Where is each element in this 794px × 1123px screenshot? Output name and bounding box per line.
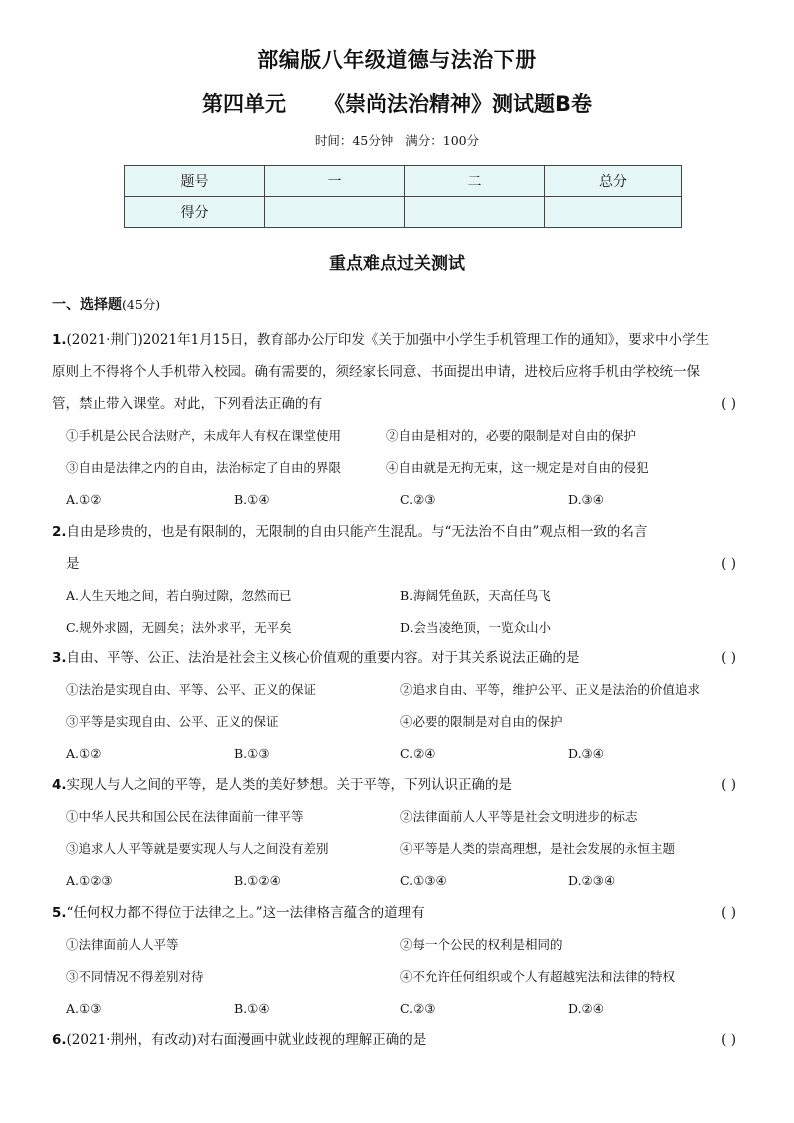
question-3 [52, 642, 740, 770]
option-b[interactable]: B.①③ [234, 746, 270, 761]
question-number: 4. [52, 777, 67, 793]
question-text: (2021·荆门)2021年1月15日，教育部办公厅印发《关于加强中小学生手机管理工作的通知》，要求中小学生 [66, 332, 710, 348]
option-a[interactable]: A.①② [66, 746, 102, 761]
question-text: (2021·荆州，有改动)对右面漫画中就业歧视的理解正确的是 [66, 1032, 427, 1048]
option-b[interactable]: B.海阔凭鱼跃，天高任鸟飞 [400, 588, 551, 603]
question-number: 6. [52, 1032, 67, 1048]
question-1 [52, 324, 740, 516]
option-b[interactable]: B.①④ [234, 492, 270, 507]
answer-blank[interactable]: ( ) [721, 1032, 736, 1048]
answer-blank[interactable]: ( ) [721, 777, 736, 793]
question-number: 5. [52, 905, 67, 921]
question-text: 原则上不得将个人手机带入校园。确有需要的，须经家长同意、书面提出申请，进校后应将手机由学校统一保 [52, 364, 700, 380]
test-title: 《崇尚法治精神》测试题B卷 [323, 92, 592, 116]
statement: ④平等是人类的崇高理想，是社会发展的永恒主题 [400, 841, 676, 856]
option-a[interactable]: A.①② [66, 492, 102, 507]
unit-label: 第四单元 [201, 92, 286, 116]
question-4 [52, 769, 740, 897]
question-number: 1. [52, 332, 67, 348]
part-points: (45分) [122, 297, 161, 312]
statement: ①法律面前人人平等 [66, 937, 179, 952]
option-c[interactable]: C.②③ [400, 1001, 436, 1016]
option-c[interactable]: C.规外求圆，无圆矣；法外求平，无平矣 [66, 620, 292, 635]
option-d[interactable]: D.③④ [568, 746, 604, 761]
section-title: 重点难点过关测试 [329, 254, 465, 274]
option-c[interactable]: C.②④ [400, 746, 436, 761]
question-text: 自由、平等、公正、法治是社会主义核心价值观的重要内容。对于其关系说法正确的是 [66, 650, 580, 666]
question-6 [52, 1024, 740, 1056]
score-cell: 总分 [545, 166, 682, 197]
score-table-score-row [125, 197, 682, 228]
score-cell: 一 [265, 166, 405, 197]
exam-meta [0, 131, 794, 149]
question-5 [52, 897, 740, 1025]
answer-blank[interactable]: ( ) [721, 556, 736, 572]
statement: ①法治是实现自由、平等、公平、正义的保证 [66, 682, 317, 697]
question-text: 自由是珍贵的，也是有限制的，无限制的自由只能产生混乱。与“无法治不自由”观点相一致的名言 [66, 524, 648, 540]
statement: ②自由是相对的，必要的限制是对自由的保护 [386, 428, 637, 443]
question-number: 2. [52, 524, 67, 540]
statement: ③不同情况不得差别对待 [66, 969, 204, 984]
option-a[interactable]: A.①③ [66, 1001, 102, 1016]
score-table [124, 165, 682, 228]
statement: ②法律面前人人平等是社会文明进步的标志 [400, 809, 638, 824]
question-text: 实现人与人之间的平等，是人类的美好梦想。关于平等，下列认识正确的是 [66, 777, 513, 793]
exam-full-score: 满分：100分 [405, 133, 480, 148]
statement: ③自由是法律之内的自由，法治标定了自由的界限 [66, 460, 342, 475]
option-d[interactable]: D.②④ [568, 1001, 604, 1016]
score-input-cell[interactable] [405, 197, 545, 228]
option-d[interactable]: D.会当凌绝顶，一览众山小 [400, 620, 552, 635]
document-title: 部编版八年级道德与法治下册 [257, 48, 537, 72]
option-a[interactable]: A.人生天地之间，若白驹过隙，忽然而已 [66, 588, 292, 603]
question-number: 3. [52, 650, 67, 666]
score-input-cell[interactable] [545, 197, 682, 228]
option-c[interactable]: C.①③④ [400, 873, 447, 888]
score-cell: 题号 [125, 166, 265, 197]
option-b[interactable]: B.①④ [234, 1001, 270, 1016]
option-a[interactable]: A.①②③ [66, 873, 113, 888]
score-cell: 得分 [125, 197, 265, 228]
question-2 [52, 516, 740, 644]
question-text: 管，禁止带入课堂。对此，下列看法正确的有 [52, 396, 322, 412]
part-heading [52, 294, 160, 314]
score-cell: 二 [405, 166, 545, 197]
statement: ④自由就是无拘无束，这一规定是对自由的侵犯 [386, 460, 649, 475]
score-table-header-row [125, 166, 682, 197]
statement: ①中华人民共和国公民在法律面前一律平等 [66, 809, 304, 824]
statement: ②追求自由、平等，维护公平、正义是法治的价值追求 [400, 682, 701, 697]
part-label: 一、选择题 [52, 297, 122, 313]
answer-blank[interactable]: ( ) [721, 905, 736, 921]
statement: ④必要的限制是对自由的保护 [400, 714, 563, 729]
option-d[interactable]: D.②③④ [568, 873, 616, 888]
question-text: 是 [66, 556, 80, 572]
statement: ④不允许任何组织或个人有超越宪法和法律的特权 [400, 969, 676, 984]
statement: ③追求人人平等就是要实现人与人之间没有差别 [66, 841, 329, 856]
statement: ②每一个公民的权利是相同的 [400, 937, 563, 952]
option-d[interactable]: D.③④ [568, 492, 604, 507]
test-title-line [0, 88, 794, 118]
statement: ③平等是实现自由、公平、正义的保证 [66, 714, 279, 729]
score-input-cell[interactable] [265, 197, 405, 228]
option-c[interactable]: C.②③ [400, 492, 436, 507]
statement: ①手机是公民合法财产，未成年人有权在课堂使用 [66, 428, 342, 443]
option-b[interactable]: B.①②④ [234, 873, 281, 888]
exam-time: 时间：45分钟 [314, 133, 394, 148]
question-text: “任何权力都不得位于法律之上。”这一法律格言蕴含的道理有 [66, 905, 425, 921]
answer-blank[interactable]: ( ) [721, 650, 736, 666]
answer-blank[interactable]: ( ) [721, 396, 736, 412]
